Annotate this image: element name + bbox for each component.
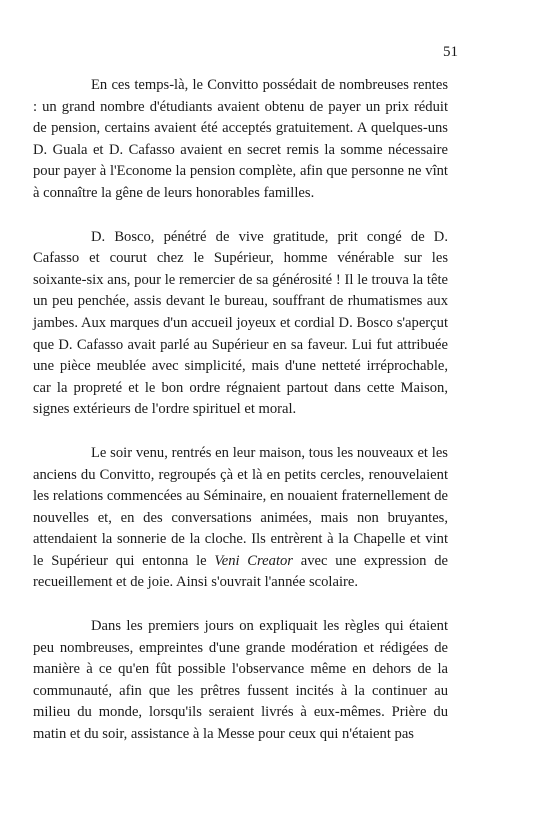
page-number: 51 (443, 44, 458, 60)
paragraph-3 (33, 443, 448, 594)
hymn-title: Veni Creator (214, 552, 293, 569)
paragraph-1: En ces temps-là, le Convitto possédait de nombreuses rentes : un grand nombre d'étudiants avaient obtenu de payer un prix réduit de pension, certains avaient été acceptés gratuitement. A quelques-uns D. Guala et D. Cafasso avaient en secret remis la somme nécessaire pour payer à l'Econome la pension complète, afin que personne ne vînt à connaître la gêne de leurs honorables familles. (33, 77, 448, 201)
body-text (33, 75, 448, 746)
paragraph-3-text-before: Le soir venu, rentrés en leur maison, tous les nouveaux et les anciens du Convitto, regroupés çà et là en petits cercles, renouvelaient les relations commencées au Séminaire, en nouaient fraternellement de nouvelles et, en des conversations animées, mais non bruyantes, attendaient la sonnerie de la cloche. Ils entrèrent à la Chapelle et vint le Supérieur qui entonna le (33, 444, 448, 569)
paragraph-4: Dans les premiers jours on expliquait les règles qui étaient peu nombreuses, empreintes d'une grande modération et rédigées de manière à ce qu'en fût possible l'observance même en dehors de la communauté, afin que les prêtres fussent incités à la continuer au milieu du monde, lorsqu'ils seraient livrés à eux-mêmes. Prière du matin et du soir, assistance à la Messe pour ceux qui n'étaient pas (33, 618, 448, 743)
paragraph-2: D. Bosco, pénétré de vive gratitude, prit congé de D. Cafasso et courut chez le Supérieur, homme vénérable sur les soixante-six ans, pour le remercier de sa générosité ! Il le trouva la tête un peu penchée, assis devant le bureau, souffrant de rhumatismes aux jambes. Aux marques d'un accueil joyeux et cordial D. Bosco s'aperçut que D. Cafasso avait parlé au Supérieur en sa faveur. Lui fut attribuée une pièce meublée avec simplicité, mais d'une netteté irréprochable, car la propreté et le bon ordre régnaient partout dans cette Maison, signes extérieurs de l'ordre spirituel et moral. (33, 228, 448, 418)
paragraph-3-text-after: avec une expression de recueillement et de joie. Ainsi s'ouvrait l'année scolaire. (33, 552, 448, 591)
